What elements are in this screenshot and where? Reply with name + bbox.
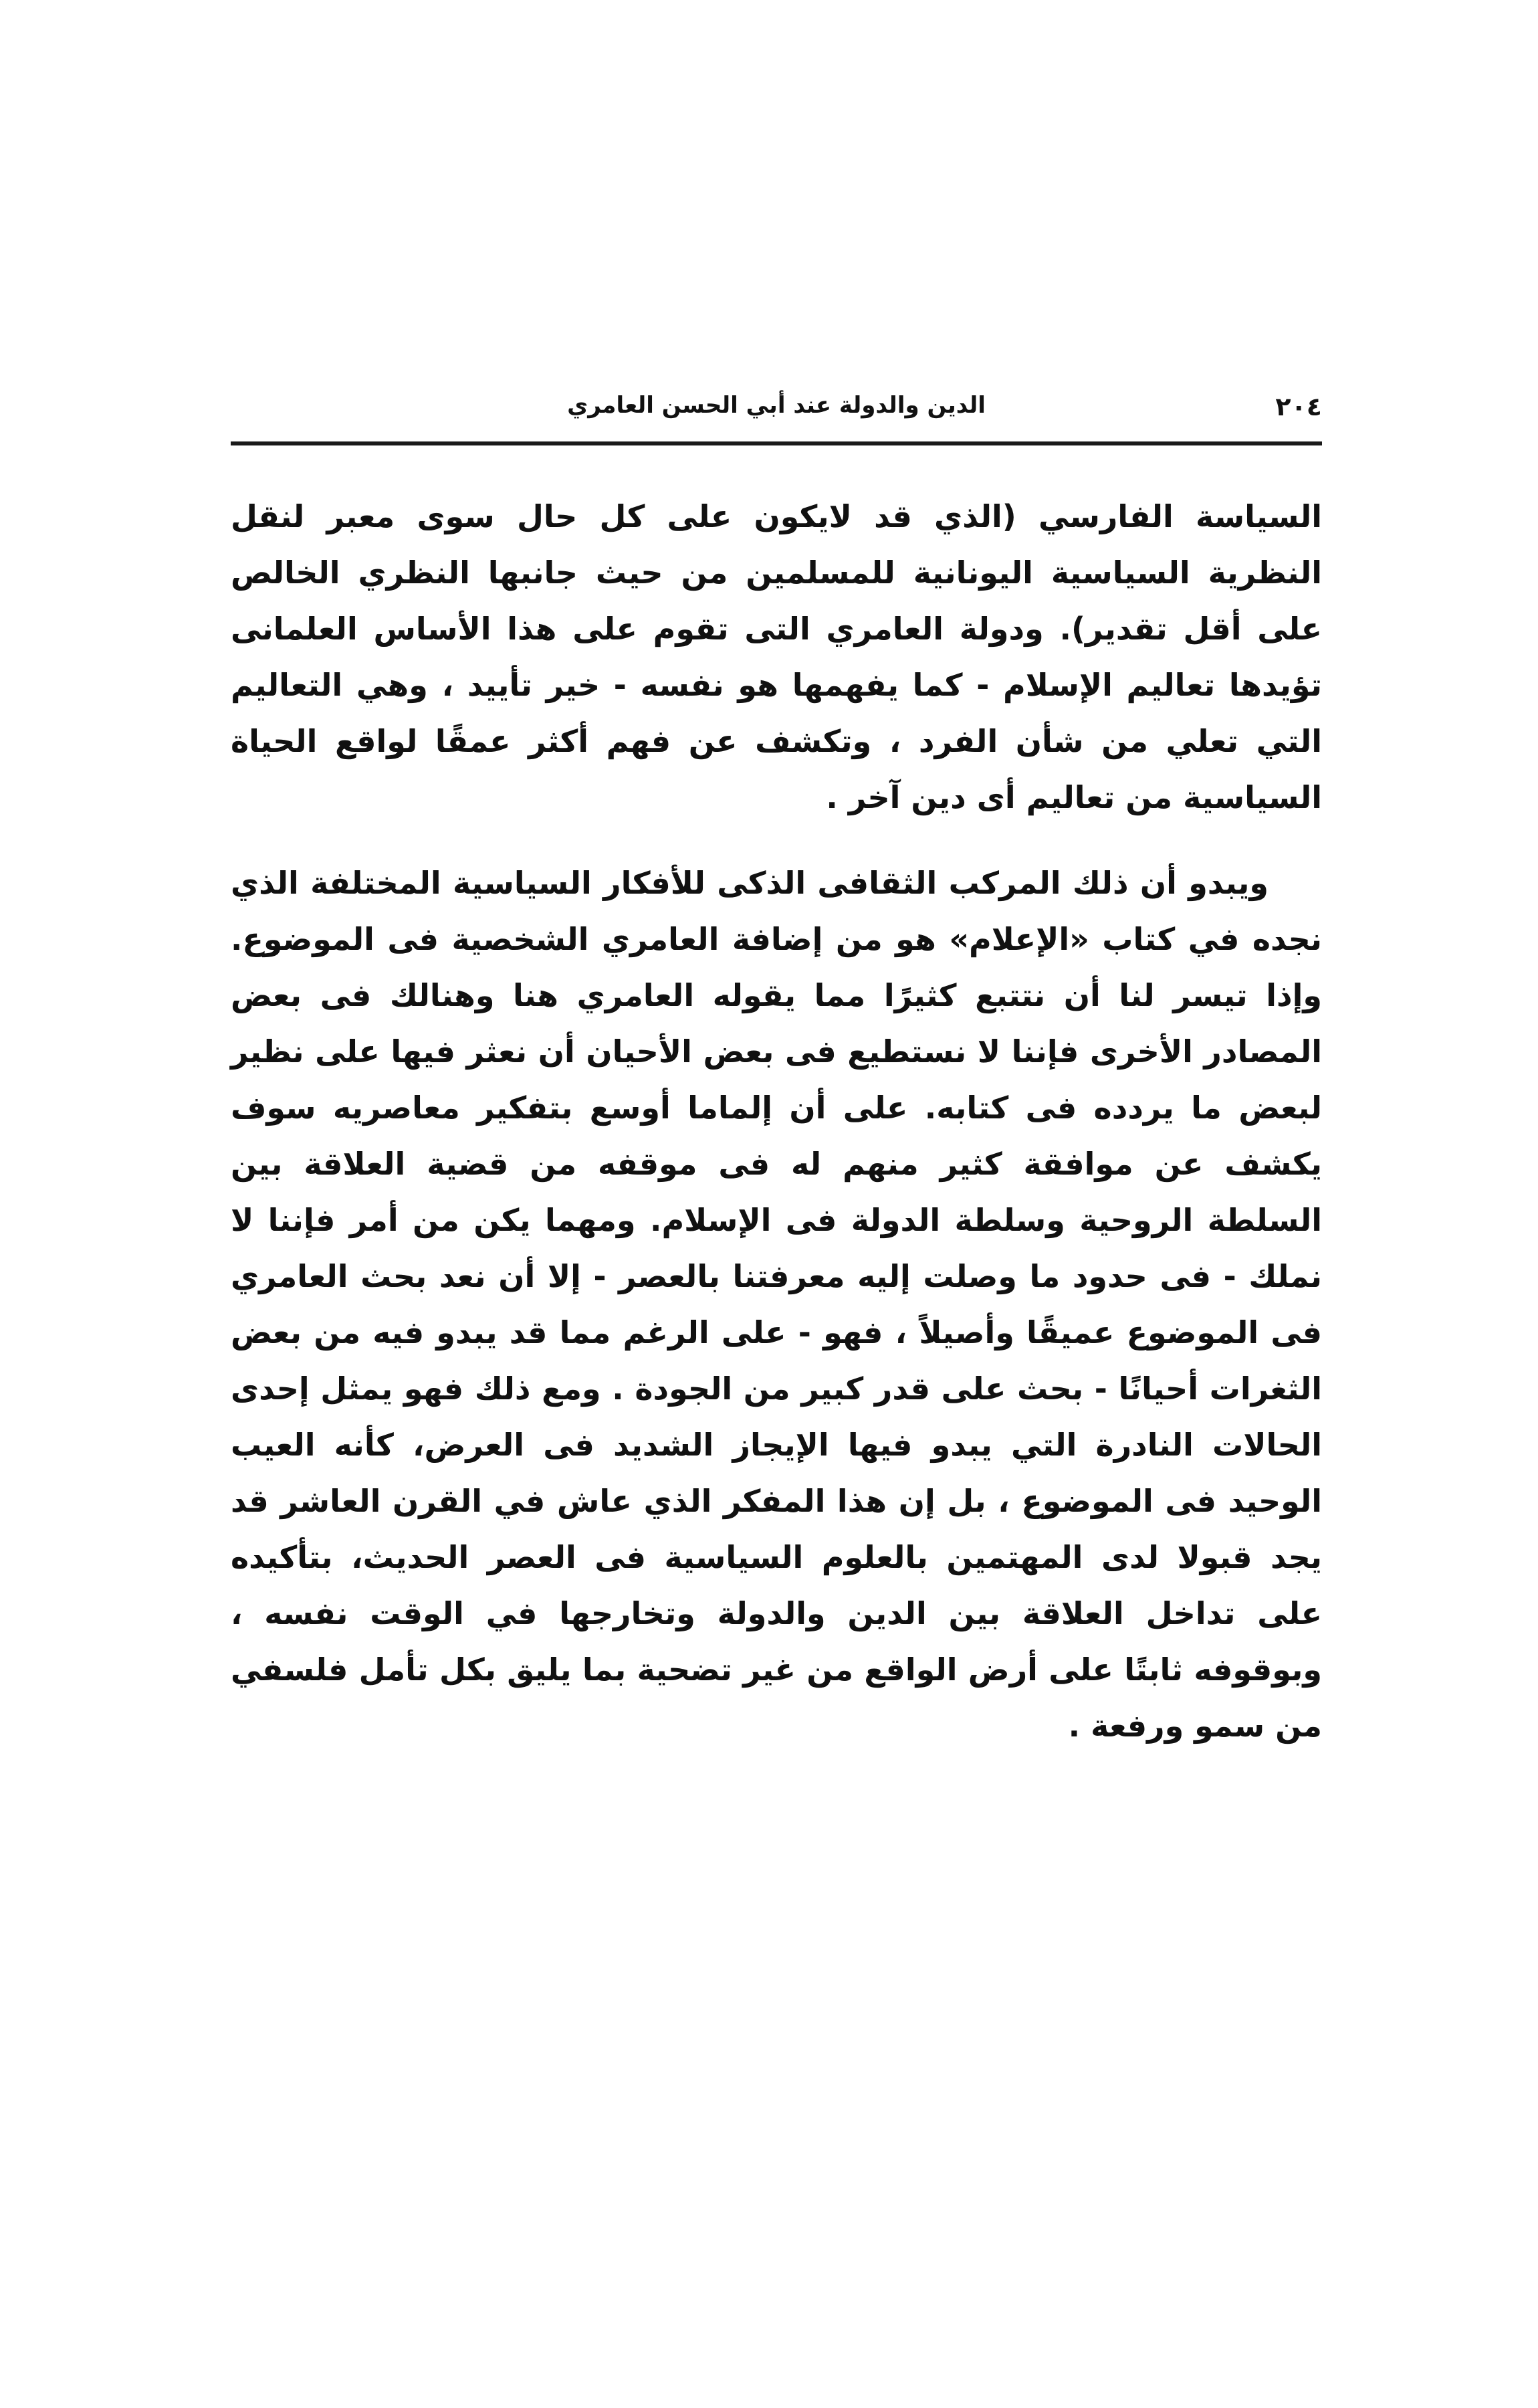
body-text: [231, 488, 1322, 1754]
paragraph-2: ويبدو أن ذلك المركب الثقافى الذكى للأفكار السياسية المختلفة الذي نجده في كتاب «الإعلام» هو من إضافة العامري الشخصية فى الموضوع. وإذا تيسر لنا أن نتتبع كثيرًا مما يقوله العامري هنا وهنالك فى بعض المصادر الأخرى فإننا لا نستطيع فى بعض الأحيان أن نعثر فيها على نظير لبعض ما يردده فى كتابه. على أن إلماما أوسع بتفكير معاصريه سوف يكشف عن موافقة كثير منهم له فى موقفه من قضية العلاقة بين السلطة الروحية وسلطة الدولة فى الإسلام. ومهما يكن من أمر فإننا لا نملك - فى حدود ما وصلت إليه معرفتنا بالعصر - إلا أن نعد بحث العامري فى الموضوع عميقًا وأصيلاً ، فهو - على الرغم مما قد يبدو فيه من بعض الثغرات أحيانًا - بحث على قدر كبير من الجودة . ومع ذلك فهو يمثل إحدى الحالات النادرة التي يبدو فيها الإيجاز الشديد فى العرض، كأنه العيب الوحيد فى الموضوع ، بل إن هذا المفكر الذي عاش في القرن العاشر قد يجد قبولا لدى المهتمين بالعلوم السياسية فى العصر الحديث، بتأكيده على تداخل العلاقة بين الدين والدولة وتخارجها في الوقت نفسه ، وبوقوفه ثابتًا على أرض الواقع من غير تضحية بما يليق بكل تأمل فلسفي من سمو ورفعة .: [231, 865, 1322, 1744]
running-header: [231, 388, 1322, 436]
header-divider: [231, 441, 1322, 445]
running-title: الدين والدولة عند أبي الحسن العامري: [567, 392, 986, 419]
page-number: ٢٠٤: [1275, 392, 1322, 421]
paragraph-1: السياسة الفارسي (الذي قد لايكون على كل حال سوى معبر لنقل النظرية السياسية اليونانية للمسلمين من حيث جانبها النظري الخالص على أقل تقدير). ودولة العامري التى تقوم على هذا الأساس العلمانى تؤيدها تعاليم الإسلام - كما يفهمها هو نفسه - خير تأييد ، وهي التعاليم التي تعلي من شأن الفرد ، وتكشف عن فهم أكثر عمقًا لواقع الحياة السياسية من تعاليم أى دين آخر .: [231, 498, 1322, 815]
